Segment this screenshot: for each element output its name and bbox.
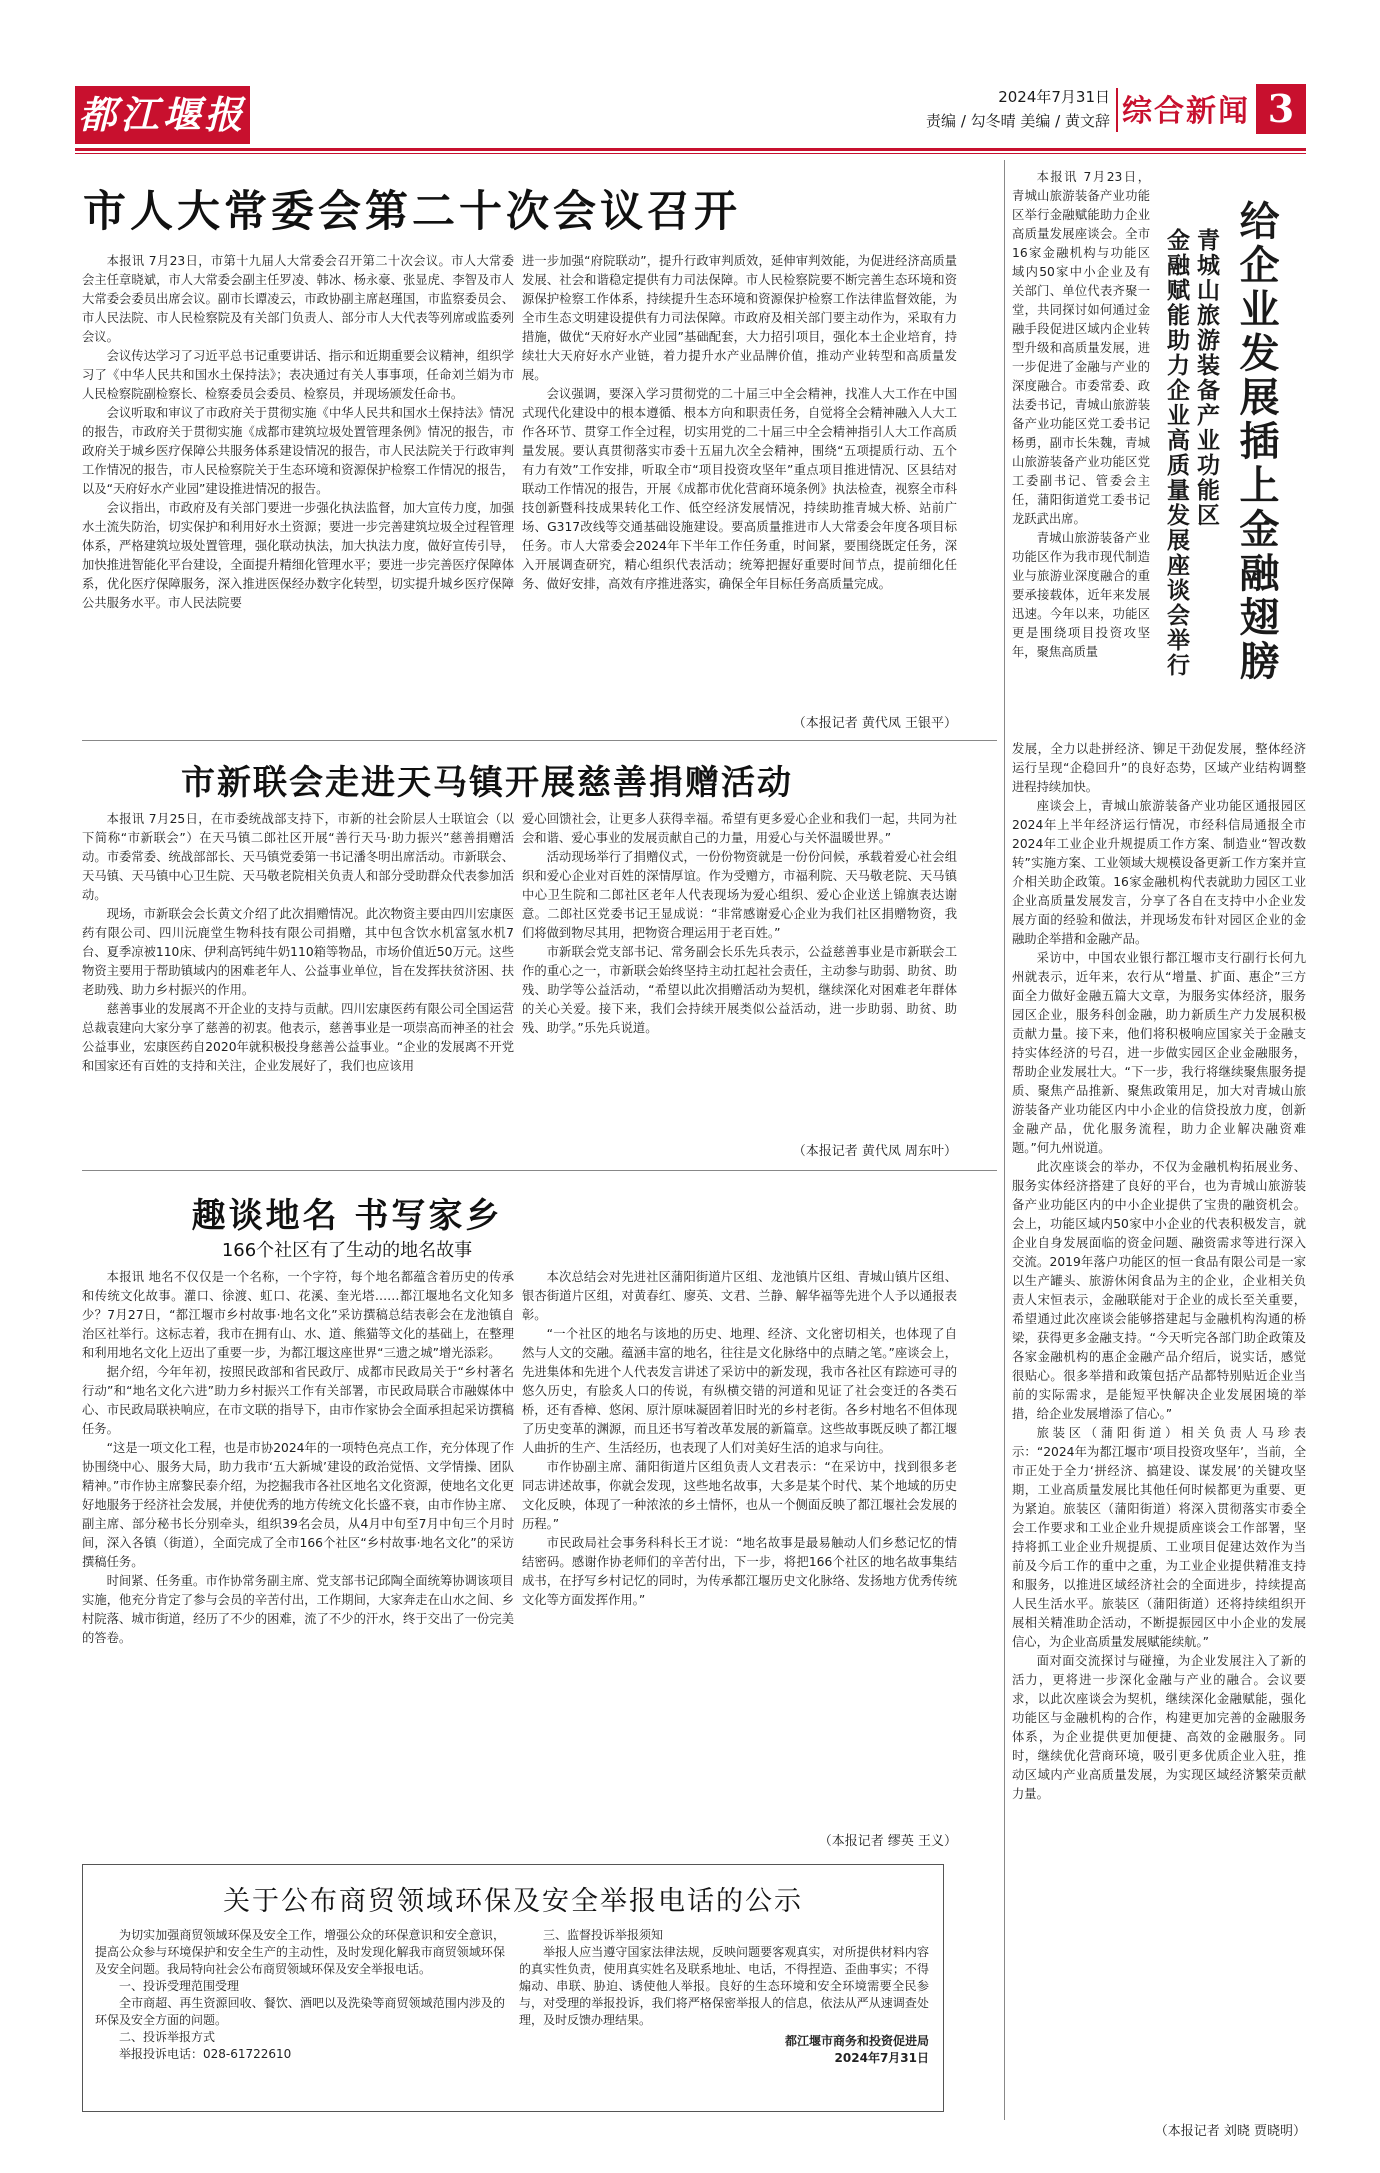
notice-phone: 举报投诉电话：028-61722610 — [119, 2047, 292, 2061]
article4-top-column — [1012, 168, 1150, 662]
article1-column-1 — [82, 252, 514, 613]
article2-paragraph: 爱心回馈社会，让更多人获得幸福。希望有更多爱心企业和我们一起，共同为社会和谐、爱心事业的发展贡献自己的力量，用爱心与关怀温暖世界。” — [522, 812, 957, 845]
newspaper-logo: 都江堰报 — [75, 86, 250, 144]
notice-paragraph: 为切实加强商贸领域环保及安全工作，增强公众的环保意识和安全意识，提高公众参与环境保护和安全生产的主动性，及时发现化解我市商贸领域环保及安全问题。我局特向社会公布商贸领域环保及安全举报电话。 — [95, 1928, 505, 1976]
article3-paragraph: “一个社区的地名与该地的历史、地理、经济、文化密切相关，也体现了自然与人文的交融。蕴涵丰富的地名，往往是文化脉络中的点睛之笔。”座谈会上，先进集体和先进个人代表发言讲述了采访中的新发现，我市各社区有踪迹可寻的悠久历史，有脍炙人口的传说，有纵横交错的河道和见证了社会变迁的各类石桥，还有香樟、悠闲、原汁原味凝固着旧时光的乡村老街。各乡村地名不但体现了历史变革的渊源，而且还书写着改革发展的新篇章。这些故事既反映了都江堰人曲折的生产、生活经历，也表现了人们对美好生活的追求与向往。 — [522, 1327, 957, 1455]
article1-column-2 — [522, 252, 957, 594]
notice-paragraph: 二、投诉举报方式 — [119, 2030, 216, 2044]
article4-subtitle-line-2: 金融赋能助力企业高质量发展座谈会举行 — [1163, 228, 1190, 678]
article1-paragraph: 会议指出，市政府及有关部门要进一步强化执法监督，加大宣传力度，加强水土流失防治，切实保护和利用好水土资源；要进一步完善建筑垃圾全过程管理体系，严格建筑垃圾处置管理，强化联动执法，加大执法力度，做好宣传引导，加快推进智能化平台建设，全面提升精细化管理水平；要进一步完善医疗保障体系，优化医疗保障服务，深入推进医保经办数字化转型，切实提升城乡医疗保障公共服务水平。市人民法院要 — [82, 501, 514, 610]
article2-paragraph: 市新联会党支部书记、常务副会长乐先兵表示，公益慈善事业是市新联会工作的重心之一，市新联会始终坚持主动扛起社会责任，主动参与助弱、助贫、助残、助学等公益活动，“希望以此次捐赠活动为契机，继续深化对困难老年群体的关心关爱。接下来，我们会持续开展类似公益活动，进一步助弱、助贫、助残、助学。”乐先兵说道。 — [522, 945, 957, 1035]
article2-paragraph: 活动现场举行了捐赠仪式，一份份物资就是一份份问候，承载着爱心社会组织和爱心企业对百姓的深情厚谊。作为受赠方，市福利院、天马敬老院、天马镇中心卫生院和二郎社区老年人代表现场为爱心组织、爱心企业送上锦旗表达谢意。二郎社区党委书记王显成说：“非常感谢爱心企业为我们社区捐赠物资，我们将做到物尽其用，把物资合理运用于老百姓。” — [522, 850, 957, 940]
article3-title: 趣谈地名 书写家乡 — [191, 1196, 503, 1236]
notice-column-2 — [519, 1927, 929, 2067]
article1-paragraph: 本报讯 7月23日，市第十九届人大常委会召开第二十次会议。市人大常委会主任章晓斌，市人大常委会副主任罗凌、韩冰、杨永豪、张显虎、李智及市人大常委会委员出席会议。副市长谭凌云，市政协副主席赵瑾国，市监察委员会、市人民法院、市人民检察院及有关部门负责人、部分市人大代表等列席或监委列会议。 — [82, 254, 514, 344]
notice-issuer: 都江堰市商务和投资促进局 — [784, 2034, 929, 2048]
article4-paragraph: 面对面交流探讨与碰撞，为企业发展注入了新的活力，更将进一步深化金融与产业的融合。会议要求，以此次座谈会为契机，继续深化金融赋能，强化功能区与金融机构的合作，构建更加完善的金融服务体系，为企业提供更加便捷、高效的金融服务。同时，继续优化营商环境，吸引更多优质企业入驻，推动区域内产业高质量发展，为实现区域经济繁荣贡献力量。 — [1012, 1654, 1306, 1801]
article1-title: 市人大常委会第二十次会议召开 — [83, 187, 741, 237]
page-editors: 责编 / 勾冬晴 美编 / 黄文辞 — [926, 112, 1110, 130]
article2-paragraph: 慈善事业的发展离不开企业的支持与贡献。四川宏康医药有限公司全国运营总裁袁建向大家分享了慈善的初衷。他表示，慈善事业是一项崇高而神圣的社会公益事业，宏康医药自2020年就积极投身慈善公益事业。“企业的发展离不开党和国家还有百姓的支持和关注，企业发展好了，我们也应该用 — [82, 1002, 514, 1073]
article3-byline: （本报记者 缪英 王义） — [818, 1834, 957, 1849]
article1-paragraph: 会议强调，要深入学习贯彻党的二十届三中全会精神，找准人大工作在中国式现代化建设中的根本遵循、根本方向和职责任务，自觉将全会精神融入人大工作各环节、贯穿工作全过程，切实用党的二十届三中全会精神指引人大工作高质量发展。要认真贯彻落实市委十五届九次全会精神，围绕“五项提质行动、五个有力有效”工作安排，听取全市“项目投资攻坚年”重点项目推进情况、区县结对联动工作情况的报告，开展《成都市优化营商环境条例》执法检查，视察全市科技创新暨科技成果转化工作、低空经济发展情况，持续助推青城大桥、站前广场、G317改线等交通基础设施建设。要高质量推进市人大常委会年度各项目标任务。市人大常委会2024年下半年工作任务重，时间紧，要围绕既定任务，深入开展调查研究，精心组织代表活动；统筹把握好重要时间节点，提前细化任务、做好安排，高效有序推进落实，确保全年目标任务高质量完成。 — [522, 387, 957, 591]
article-separator — [82, 740, 997, 741]
article4-paragraph: 本报讯 7月23日，青城山旅游装备产业功能区举行金融赋能助力企业高质量发展座谈会。全市16家金融机构与功能区域内50家中小企业及有关部门、单位代表齐聚一堂，共同探讨如何通过金融手段促进区域内企业转型升级和高质量发展，进一步促进了金融与产业的深度融合。市委常委、政法委书记，青城山旅游装备产业功能区党工委书记杨勇，副市长朱魏，青城山旅游装备产业功能区党工委副书记、管委会主任，蒲阳街道党工委书记龙跃武出席。 — [1012, 170, 1150, 526]
article3-paragraph: 据介绍，今年年初，按照民政部和省民政厅、成都市民政局关于“乡村著名行动”和“地名文化六进”助力乡村振兴工作有关部署，市民政局联合市融媒体中心、市民政局联袂响应，在市文联的指导下，由市作家协会全面承担起采访撰稿任务。 — [82, 1365, 514, 1436]
notice-paragraph: 一、投诉受理范围受理 — [119, 1979, 240, 1993]
article4-paragraph: 此次座谈会的举办，不仅为金融机构拓展业务、服务实体经济搭建了良好的平台，也为青城山旅游装备产业功能区内的中小企业提供了宝贵的融资机会。会上，功能区域内50家中小企业的代表积极发言，就企业自身发展面临的资金问题、融资需求等进行深入交流。2019年落户功能区的恒一食品有限公司是一家以生产罐头、旅游休闲食品为主的企业，企业相关负责人宋恒表示，金融联能对于企业的成长至关重要，希望通过此次座谈会能够搭建起与金融机构沟通的桥梁，获得更多金融支持。“今天听完各部门助企政策及各家金融机构的惠企金融产品介绍后，说实话，感觉很贴心。很多举措和政策包括产品都特别贴近企业当前的实际需求，是能短平快解决企业发展困境的举措，给企业发展增添了信心。” — [1012, 1160, 1306, 1421]
article1-paragraph: 会议听取和审议了市政府关于贯彻实施《中华人民共和国水土保持法》情况的报告，市政府关于贯彻实施《成都市建筑垃圾处置管理条例》情况的报告，市政府关于城乡医疗保障公共服务体系建设情况的报告，市人民法院关于行政审判工作情况的报告，市人民检察院关于生态环境和资源保护检察工作情况的报告，以及“天府好水产业园”建设推进情况的报告。 — [82, 406, 514, 496]
notice-paragraph: 全市商超、再生资源回收、餐饮、酒吧以及洗染等商贸领域范围内涉及的环保及安全方面的问题。 — [95, 1996, 505, 2027]
article1-byline: （本报记者 黄代凤 王银平） — [792, 716, 957, 731]
article3-paragraph: 市作协副主席、蒲阳街道片区组负责人文君表示：“在采访中，找到很多老同志讲述故事，你就会发现，这些地名故事，大多是某个时代、某个地域的历史文化反映，体现了一种浓浓的乡土情怀，也从一个侧面反映了都江堰社会发展的历程。” — [522, 1460, 957, 1531]
article2-paragraph: 现场，市新联会会长黄文介绍了此次捐赠情况。此次物资主要由四川宏康医药有限公司、四川沅鹿堂生物科技有限公司捐赠，其中包含饮水机富氢水机7台、夏季凉被110床、伊利高钙纯牛奶110箱等物品，市场价值近50万元。这些物资主要用于帮助镇域内的困难老年人、公益事业单位，旨在发挥扶贫济困、扶老助残、助力乡村振兴的作用。 — [82, 907, 514, 997]
article3-paragraph: “这是一项文化工程，也是市协2024年的一项特色亮点工作，充分体现了作协围绕中心、服务大局，助力我市‘五大新城’建设的政治觉悟、文学情操、团队精神。”市作协主席黎民泰介绍，为挖掘我市各社区地名文化资源，使地名文化更好地服务于经济社会发展，并使优秀的地方传统文化长盛不衰，由市作协主席、副主席、部分秘书长分别牵头，组织39名会员，从4月中旬至7月中旬三个月时间，深入各镇（街道），全面完成了全市166个社区“乡村故事·地名文化”的采访撰稿任务。 — [82, 1441, 514, 1569]
article4-bottom-column — [1012, 740, 1306, 1804]
article4-subtitle-line-1: 青城山旅游装备产业功能区 — [1193, 228, 1220, 528]
article3-paragraph: 时间紧、任务重。市作协常务副主席、党支部书记邱陶全面统筹协调该项目实施，他充分肯定了参与会员的辛苦付出，工作期间，大家奔走在山水之间、乡村院落、城市街道，经历了不少的困难，流了不少的汗水，终于交出了一份完美的答卷。 — [82, 1574, 514, 1645]
notice-column-1 — [95, 1927, 505, 2063]
page-number: 3 — [1256, 84, 1306, 134]
article2-byline: （本报记者 黄代凤 周东叶） — [792, 1144, 957, 1159]
article4-paragraph: 旅装区（蒲阳街道）相关负责人马珍表示：“2024年为都江堰市‘项目投资攻坚年’，当前，全市正处于全力‘拼经济、搞建设、谋发展’的关键攻坚期，工业高质量发展比其他任何时候都更为重要、更为紧迫。旅装区（蒲阳街道）将深入贯彻落实市委全会工作要求和工业企业升规提质座谈会工作部署，坚持将抓工业企业升规提质、工业项目促建达效作为当前及今后工作的重中之重，为工业企业提供精准支持和服务，以推进区域经济社会的全面进步，持续提高人民生活水平。旅装区（蒲阳街道）还将持续组织开展相关精准助企活动，不断提振园区中小企业的发展信心，为企业高质量发展赋能续航。” — [1012, 1426, 1306, 1649]
issue-date: 2024年7月31日 — [998, 88, 1110, 106]
header-divider — [1116, 88, 1118, 132]
article-separator — [82, 1170, 997, 1171]
article3-paragraph: 市民政局社会事务科科长王才说：“地名故事是最易触动人们乡愁记忆的情结密码。感谢作协老师们的辛苦付出，下一步，将把166个社区的地名故事集结成书，在抒写乡村记忆的同时，为传承都江堰历史文化脉络、发扬地方优秀传统文化等方面发挥作用。” — [522, 1536, 957, 1607]
article4-paragraph: 座谈会上，青城山旅游装备产业功能区通报园区2024年上半年经济运行情况，市经科信局通报全市2024年工业企业升规提质工作方案、制造业“智改数转”实施方案、工业领域大规模设备更新工作方案并宣介相关助企政策。16家金融机构代表就助力园区工业企业高质量发展发言，分享了各自在支持中小企业发展方面的经验和做法，并现场发布针对园区企业的金融助企举措和金融产品。 — [1012, 799, 1306, 946]
article1-paragraph: 会议传达学习了习近平总书记重要讲话、指示和近期重要会议精神，组织学习了《中华人民共和国水土保持法》；表决通过有关人事事项，任命刘兰娟为市人民检察院副检察长、检察委员会委员、检察员，并现场颁发任命书。 — [82, 349, 514, 401]
article3-column-2 — [522, 1268, 957, 1610]
article2-paragraph: 本报讯 7月25日，在市委统战部支持下，市新的社会阶层人士联谊会（以下简称“市新联会”）在天马镇二郎社区开展“善行天马·助力振兴”慈善捐赠活动。市委常委、统战部部长、天马镇党委第一书记潘冬明出席活动。市新联会、天马镇、天马镇中心卫生院、天马敬老院相关负责人和部分受助群众代表参加活动。 — [82, 812, 514, 902]
article3-paragraph: 本报讯 地名不仅仅是一个名称，一个字符，每个地名都蕴含着历史的传承和传统文化故事。灌口、徐渡、虹口、花溪、奎光塔……都江堰地名文化知多少？7月27日，“都江堰市乡村故事·地名文化”采访撰稿总结表彰会在龙池镇自治区社举行。这标志着，我市在拥有山、水、道、熊猫等文化的基础上，在整理和利用地名文化上迈出了重要一步，为都江堰这座世界“三遗之城”增光添彩。 — [82, 1270, 514, 1360]
article1-paragraph: 进一步加强“府院联动”，提升行政审判质效，延伸审判效能，为促进经济高质量发展、社会和谐稳定提供有力司法保障。市人民检察院要不断完善生态环境和资源保护检察工作体系，持续提升生态环境和资源保护检察工作法律监督效能，为全市生态文明建设提供有力司法保障。市政府及相关部门要主动作为，采取有力措施，做优“天府好水产业园”基础配套，大力招引项目，强化本土企业培育，持续壮大天府好水产业链，着力提升水产业品牌价值，推动产业转型和高质量发展。 — [522, 254, 957, 382]
article4-byline: （本报记者 刘晓 贾晓明） — [1154, 2124, 1306, 2139]
article4-paragraph: 青城山旅游装备产业功能区作为我市现代制造业与旅游业深度融合的重要承接载体，近年来发展迅速。今年以来，功能区更是围绕项目投资攻坚年，聚焦高质量 — [1012, 531, 1150, 659]
section-title: 综合新闻 — [1122, 94, 1250, 129]
article2-column-2 — [522, 810, 957, 1038]
article4-paragraph: 采访中，中国农业银行都江堰市支行副行长何九州就表示，近年来，农行从“增量、扩面、惠企”三方面全力做好金融五篇大文章，为服务实体经济，服务园区企业，服务科创金融，助力新质生产力发展积极贡献力量。接下来，他们将积极响应国家关于金融支持实体经济的号召，进一步做实园区企业金融服务，帮助企业发展壮大。“下一步，我行将继续聚焦服务提质、聚焦产品推新、聚焦政策用足，加大对青城山旅游装备产业功能区内中小企业的信贷投放力度，创新金融产品，优化服务流程，助力企业解决融资难题。”何九州说道。 — [1012, 951, 1306, 1155]
notice-title: 关于公布商贸领域环保及安全举报电话的公示 — [223, 1886, 803, 1917]
article2-column-1 — [82, 810, 514, 1076]
article2-title: 市新联会走进天马镇开展慈善捐赠活动 — [181, 763, 793, 803]
article4-paragraph: 发展，全力以赴拼经济、铆足干劲促发展，整体经济运行呈现“企稳回升”的良好态势，区域产业结构调整进程持续加快。 — [1012, 742, 1306, 794]
article3-paragraph: 本次总结会对先进社区蒲阳街道片区组、龙池镇片区组、青城山镇片区组、银杏街道片区组，对黄春红、廖英、文君、兰静、解华福等先进个人予以通报表彰。 — [522, 1270, 957, 1322]
article3-column-1 — [82, 1268, 514, 1648]
notice-paragraph: 举报人应当遵守国家法律法规，反映问题要客观真实，对所提供材料内容的真实性负责，使用真实姓名及联系地址、电话，不得捏造、歪曲事实；不得煽动、串联、胁迫、诱使他人举报。良好的生态环境和安全环境需要全民参与，对受理的举报投诉，我们将严格保密举报人的信息，依法从严从速调查处理，及时反馈办理结果。 — [519, 1945, 929, 2027]
public-notice — [82, 1864, 944, 2112]
header-rule-thin — [75, 153, 1306, 154]
column-divider — [1004, 160, 1005, 2120]
notice-date: 2024年7月31日 — [834, 2051, 929, 2065]
article4-title: 给企业发展插上金融翅膀 — [1233, 200, 1280, 684]
article3-subtitle: 166个社区有了生动的地名故事 — [221, 1240, 473, 1261]
notice-paragraph: 三、监督投诉举报须知 — [543, 1928, 664, 1942]
header-rule — [75, 148, 1306, 151]
